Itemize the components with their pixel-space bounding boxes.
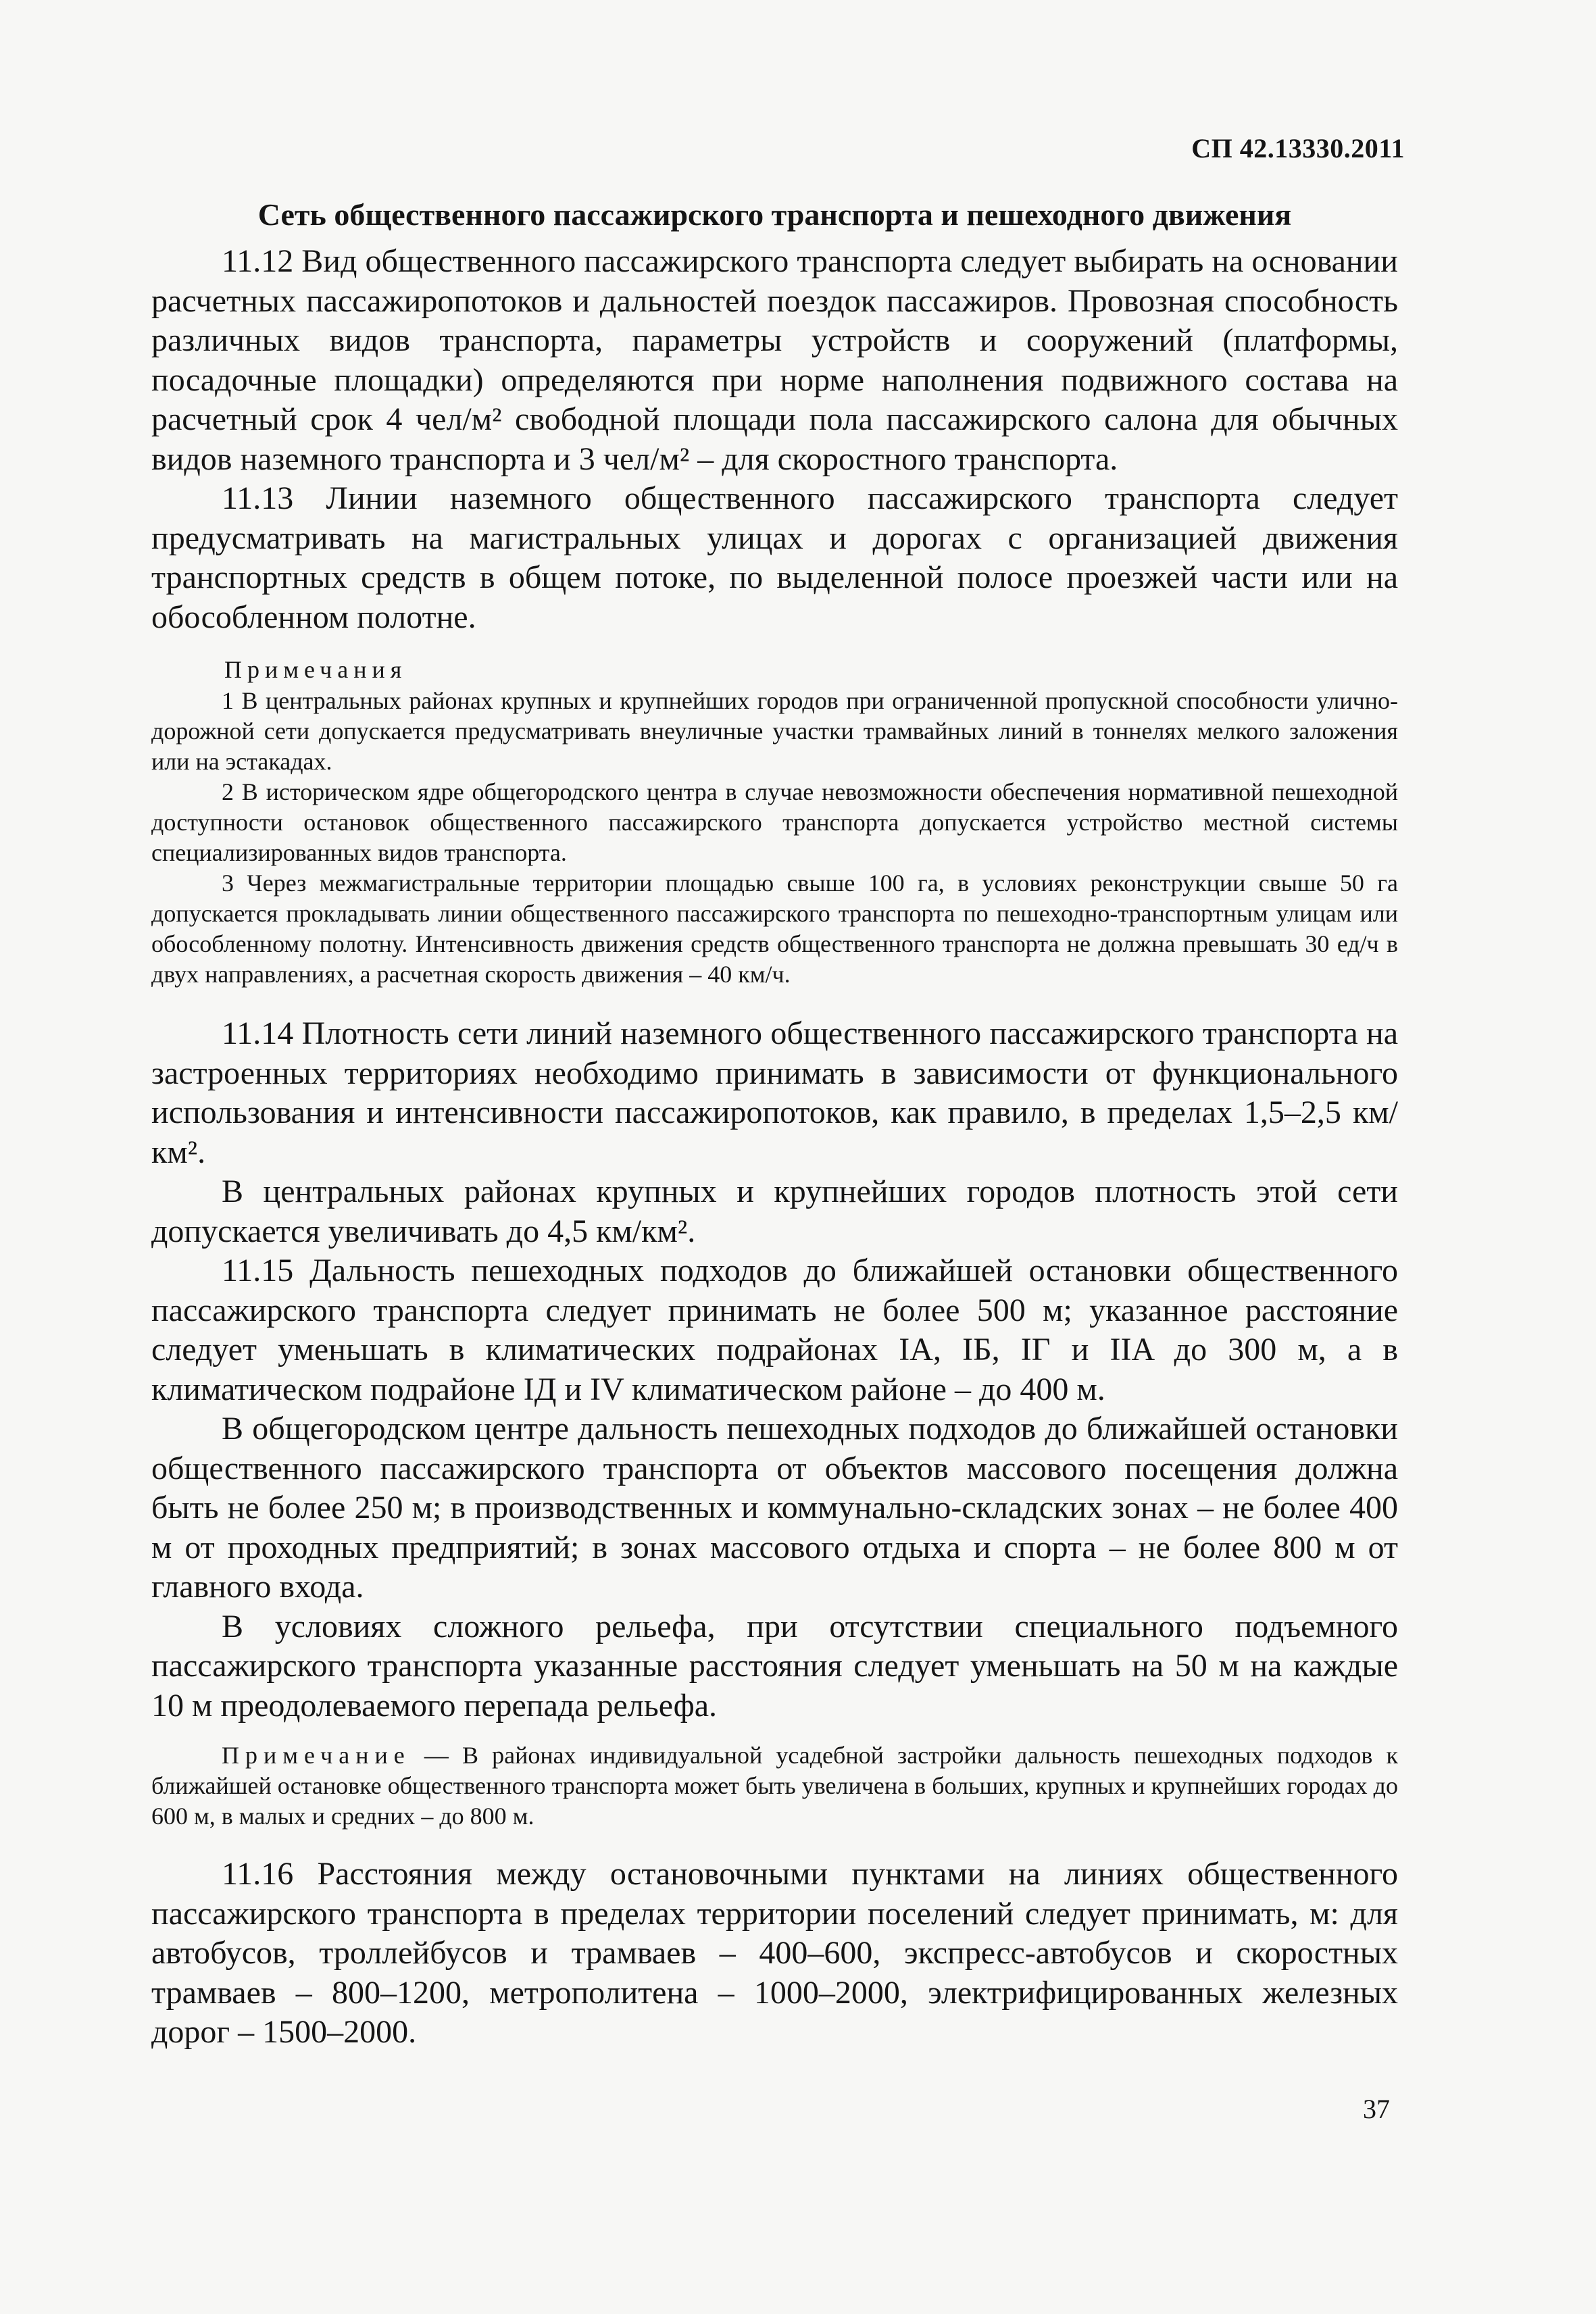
paragraph-11-12: 11.12 Вид общественного пассажирского транспорта следует выбирать на основании расчетных пассажиропотоков и дальностей поездок пассажиров. Провозная способность различных видов транспорта, параметры устройств и сооружений (платформы, посадочные площадки) определяются при норме наполнения подвижного состава на расчетный срок 4 чел/м² свободной площади пола пассажирского салона для обычных видов наземного транспорта и 3 чел/м² – для скоростного транспорта.: [151, 243, 1398, 477]
note-lead: Примечание: [222, 1742, 411, 1769]
paragraph-11-15-center: В общегородском центре дальность пешеходных подходов до ближайшей остановки общественного пассажирского транспорта от объектов массового посещения должна быть не более 250 м; в производственных и коммунально-складских зонах – не более 400 м от проходных предприятий; в зонах массового отдыха и спорта – не более 800 м от главного входа.: [151, 1411, 1398, 1605]
paragraph-11-14-continued: В центральных районах крупных и крупнейших городов плотность этой сети допускается увеличивать до 4,5 км/км².: [151, 1174, 1398, 1249]
notes-block: [151, 653, 1398, 990]
note-11-15: [151, 1740, 1398, 1832]
paragraph-11-13: 11.13 Линии наземного общественного пассажирского транспорта следует предусматривать на магистральных улицах и дорогах с организацией движения транспортных средств в общем потоке, по выделенной полосе проезжей части или на обособленном полотне.: [151, 480, 1398, 635]
page-content: [151, 195, 1398, 2053]
paragraph-11-14: 11.14 Плотность сети линий наземного общественного пассажирского транспорта на застроенных территориях необходимо принимать в зависимости от функционального использования и интенсивности пассажиропотоков, как правило, в пределах 1,5–2,5 км/км².: [151, 1015, 1398, 1170]
paragraph-11-15-relief: В условиях сложного рельефа, при отсутствии специального подъемного пассажирского транспорта указанные расстояния следует уменьшать на 50 м на каждые 10 м преодолеваемого перепада рельефа.: [151, 1608, 1398, 1724]
section-title: Сеть общественного пассажирского транспорта и пешеходного движения: [257, 197, 1292, 232]
note-2: 2 В историческом ядре общегородского центра в случае невозможности обеспечения нормативной пешеходной доступности остановок общественного пассажирского транспорта допускается устройство местной системы специализированных видов транспорта.: [151, 778, 1398, 866]
note-1: 1 В центральных районах крупных и крупнейших городов при ограниченной пропускной способности улично-дорожной сети допускается предусматривать внеуличные участки трамвайных линий в тоннелях мелкого заложения или на эстакадах.: [151, 687, 1398, 775]
document-code: СП 42.13330.2011: [1191, 133, 1405, 164]
note-text: — В районах индивидуальной усадебной застройки дальность пешеходных подходов к ближайшей остановке общественного транспорта может быть увеличена в больших, крупных и крупнейших городах до 600 м, в малых и средних – до 800 м.: [151, 1742, 1398, 1830]
paragraph-11-15: 11.15 Дальность пешеходных подходов до ближайшей остановки общественного пассажирского транспорта следует принимать не более 500 м; указанное расстояние следует уменьшать в климатических подрайонах IA, IБ, IГ и IIA до 300 м, а в климатическом подрайоне IД и IV климатическом районе – до 400 м.: [151, 1253, 1398, 1407]
note-3: 3 Через межмагистральные территории площадью свыше 100 га, в условиях реконструкции свыше 50 га допускается прокладывать линии общественного пассажирского транспорта по пешеходно-транспортным улицам или обособленному полотну. Интенсивность движения средств общественного транспорта не должна превышать 30 ед/ч в двух направлениях, а расчетная скорость движения – 40 км/ч.: [151, 870, 1398, 988]
page-number: 37: [1363, 2094, 1390, 2124]
paragraph-11-16: 11.16 Расстояния между остановочными пунктами на линиях общественного пассажирского транспорта в пределах территории поселений следует принимать, м: для автобусов, троллейбусов и трамваев – 400–600, экспресс-автобусов и скоростных трамваев – 800–1200, метрополитена – 1000–2000, электрифицированных железных дорог – 1500–2000.: [151, 1856, 1398, 2050]
notes-title: Примечания: [224, 656, 407, 683]
